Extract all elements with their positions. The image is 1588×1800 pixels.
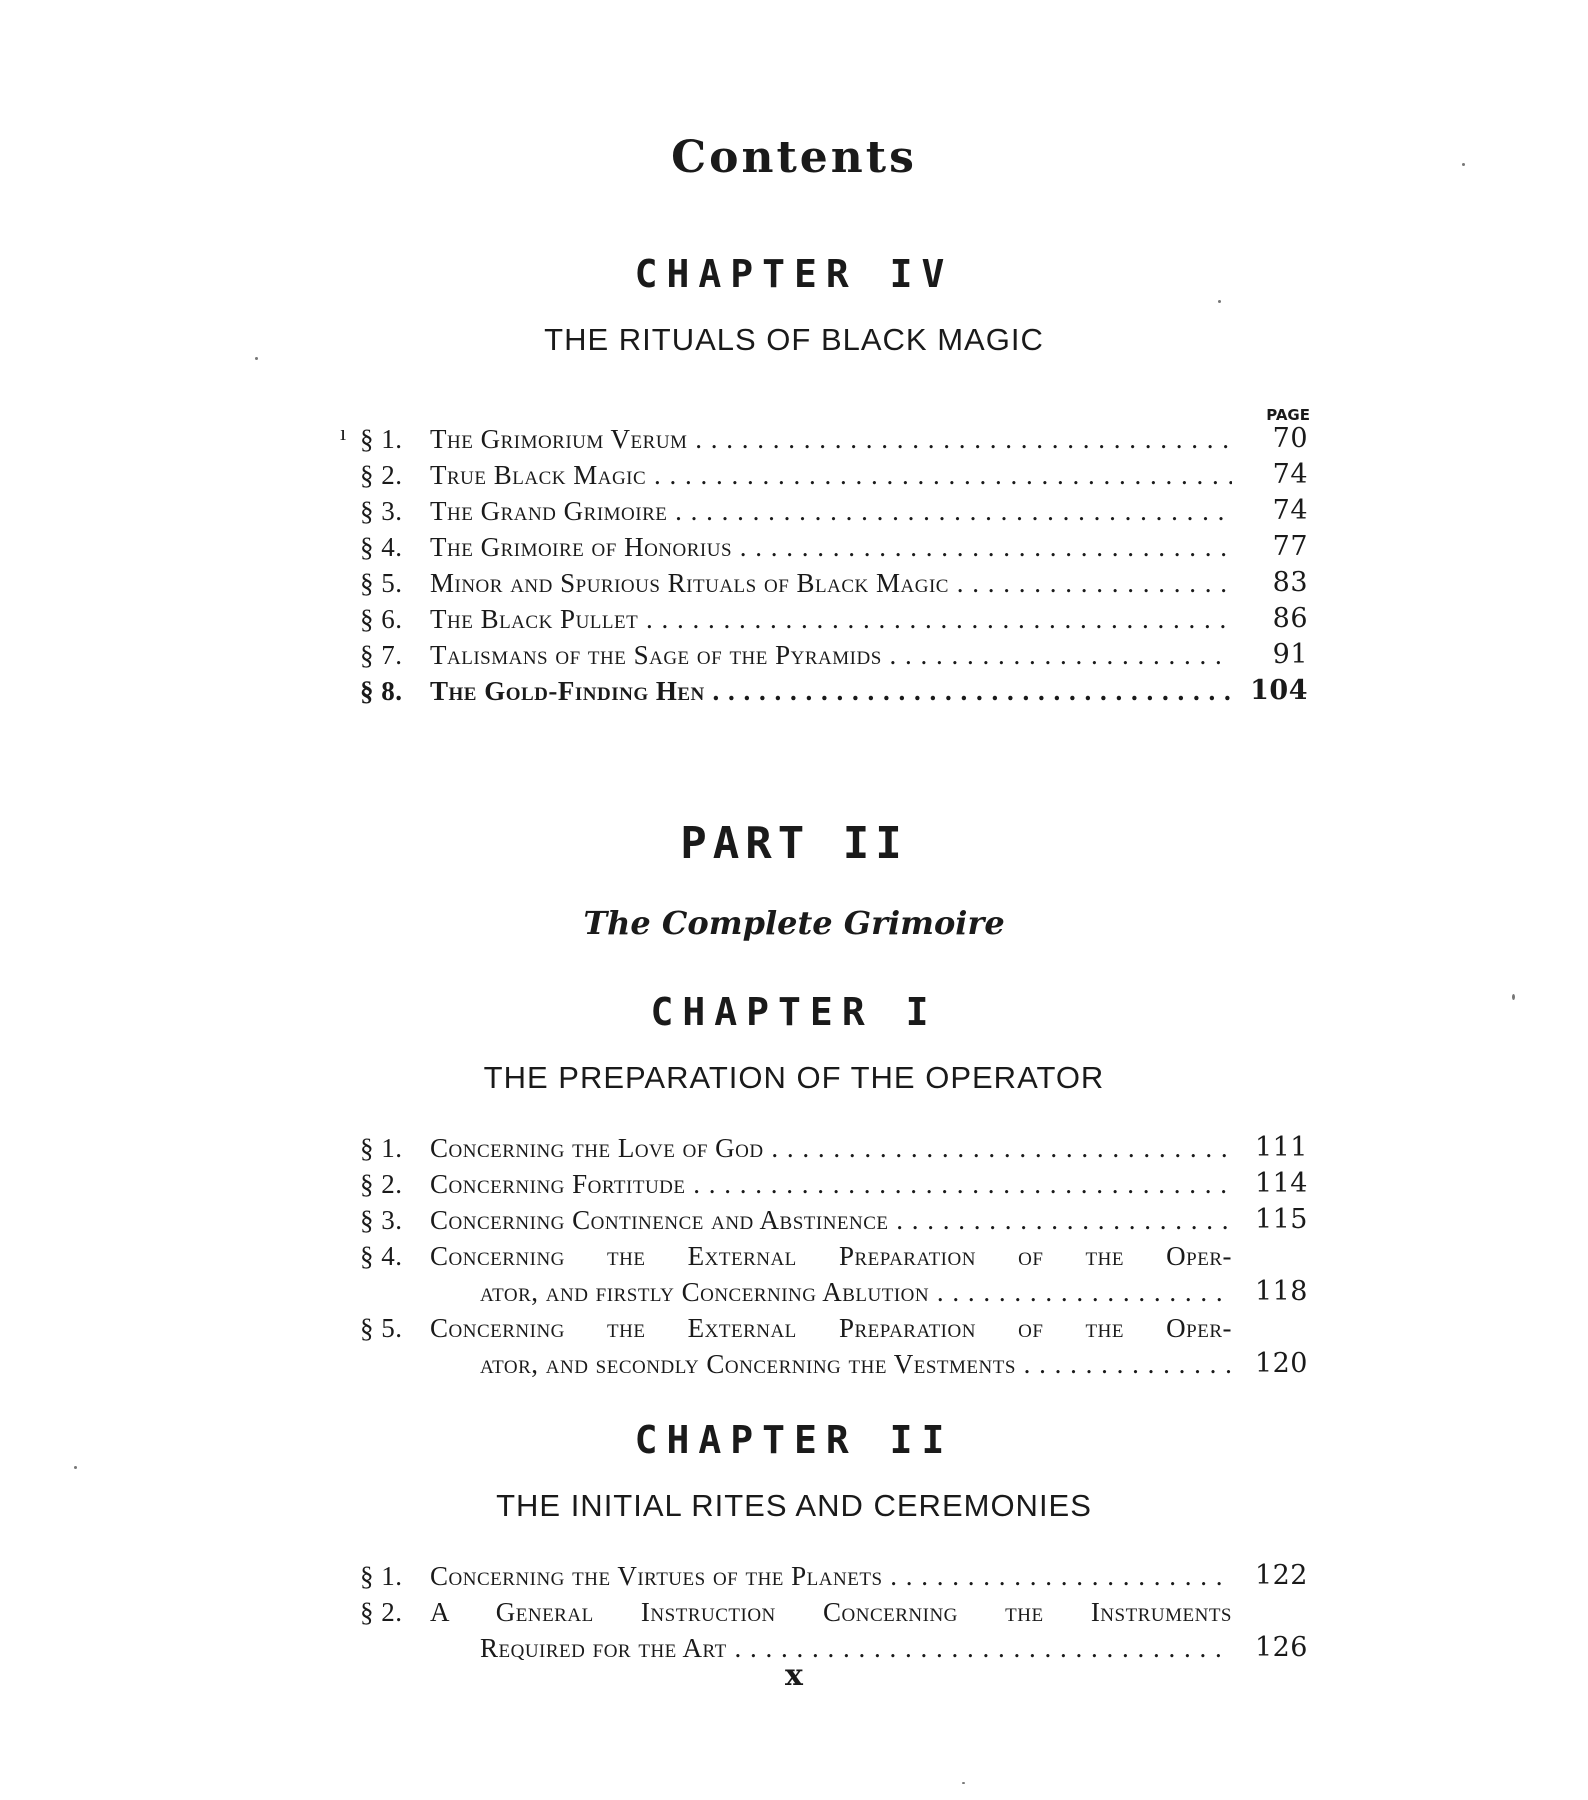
part-ii-subtitle: The Complete Grimoire [583, 904, 1005, 942]
section-title: Talismans of the Sage of the Pyramids . . . [430, 637, 1232, 673]
page-number: 77 [1272, 531, 1308, 562]
toc-entry [360, 565, 1308, 601]
section-number: § 8. [360, 676, 403, 706]
section-number: § 2. [360, 460, 403, 490]
toc-entry [360, 1130, 1308, 1166]
chapter-iv-entries [360, 421, 1308, 709]
chapter-ii-entries [360, 1558, 1308, 1666]
page-number: 115 [1254, 1204, 1308, 1235]
section-title: True Black Magic . . . [430, 457, 1232, 493]
section-title: The Grimoire of Honorius . . . [430, 529, 1232, 565]
toc-entry [360, 637, 1308, 673]
toc-entry [360, 673, 1308, 709]
toc-entry [360, 1238, 1308, 1274]
section-title-continuation: Required for the Art . . . [480, 1630, 1232, 1666]
section-number: § 1. [360, 1561, 403, 1591]
chapter-i-heading: CHAPTER I [650, 990, 938, 1034]
scan-speck [74, 1466, 77, 1469]
toc-entry-continuation [360, 1274, 1308, 1310]
section-number: § 5. [360, 568, 403, 598]
section-number: § 4. [360, 532, 403, 562]
page-number: 74 [1272, 495, 1308, 526]
page-number: 74 [1272, 459, 1308, 490]
section-number: § 2. [360, 1597, 403, 1627]
section-title: The Black Pullet . . . [430, 601, 1232, 637]
scan-speck [962, 1782, 965, 1784]
section-title: Concerning the External Preparation of the Oper- [430, 1313, 1232, 1343]
page-number: 104 [1250, 675, 1308, 706]
section-title: Concerning the External Preparation of the Oper- [430, 1241, 1232, 1271]
section-number: § 4. [360, 1241, 403, 1271]
section-number: § 3. [360, 496, 403, 526]
page-number: 118 [1254, 1276, 1308, 1307]
chapter-iv-heading: CHAPTER IV [634, 252, 954, 296]
page-folio: x [785, 1658, 803, 1693]
margin-mark: ı [340, 420, 347, 445]
toc-entry [360, 529, 1308, 565]
section-title: Concerning Continence and Abstinence . . . [430, 1202, 1232, 1238]
section-title: The Grimorium Verum . . . [430, 421, 1232, 457]
section-title: Concerning the Love of God . . . [430, 1130, 1232, 1166]
page-number: 114 [1254, 1168, 1308, 1199]
page-number: 86 [1272, 603, 1308, 634]
section-title: Concerning Fortitude . . . [430, 1166, 1232, 1202]
scan-speck [255, 357, 258, 360]
section-title: A General Instruction Concerning the Instruments [430, 1597, 1232, 1627]
page-column-label: PAGE [1266, 406, 1310, 424]
chapter-ii-subtitle: THE INITIAL RITES AND CEREMONIES [496, 1488, 1092, 1523]
toc-entry [360, 1310, 1308, 1346]
page-number: 120 [1254, 1348, 1308, 1379]
toc-entry [360, 421, 1308, 457]
toc-entry [360, 1166, 1308, 1202]
scan-speck [1462, 163, 1465, 166]
page-number: 122 [1254, 1560, 1308, 1591]
section-number: § 2. [360, 1169, 403, 1199]
section-title: The Gold-Finding Hen . . . [430, 673, 1232, 709]
section-number: § 6. [360, 604, 403, 634]
page-number: 70 [1272, 423, 1308, 454]
section-number: § 5. [360, 1313, 403, 1343]
toc-entry [360, 1594, 1308, 1630]
page-number: 83 [1272, 567, 1308, 598]
scan-speck [1512, 994, 1515, 1000]
section-title: Concerning the Virtues of the Planets . . . [430, 1558, 1232, 1594]
part-ii-heading: PART II [680, 818, 908, 869]
section-number: § 3. [360, 1205, 403, 1235]
section-number: § 1. [360, 1133, 403, 1163]
chapter-ii-heading: CHAPTER II [634, 1418, 954, 1462]
toc-entry-continuation [360, 1346, 1308, 1382]
section-title: Minor and Spurious Rituals of Black Magic . . . [430, 565, 1232, 601]
page-number: 111 [1254, 1132, 1308, 1163]
page-title: Contents [671, 132, 917, 183]
scan-speck [1218, 300, 1221, 303]
section-title-continuation: ator, and secondly Concerning the Vestments . . . [480, 1346, 1232, 1382]
page-number: 91 [1272, 639, 1308, 670]
section-title-continuation: ator, and firstly Concerning Ablution . . . [480, 1274, 1232, 1310]
toc-entry [360, 457, 1308, 493]
toc-entry [360, 1202, 1308, 1238]
chapter-i-entries [360, 1130, 1308, 1382]
section-title: The Grand Grimoire . . . [430, 493, 1232, 529]
toc-entry [360, 1558, 1308, 1594]
chapter-iv-subtitle: THE RITUALS OF BLACK MAGIC [544, 322, 1044, 357]
section-number: § 1. [360, 424, 403, 454]
page-number: 126 [1254, 1632, 1308, 1663]
toc-entry [360, 601, 1308, 637]
chapter-i-subtitle: THE PREPARATION OF THE OPERATOR [483, 1060, 1105, 1095]
section-number: § 7. [360, 640, 403, 670]
toc-entry [360, 493, 1308, 529]
